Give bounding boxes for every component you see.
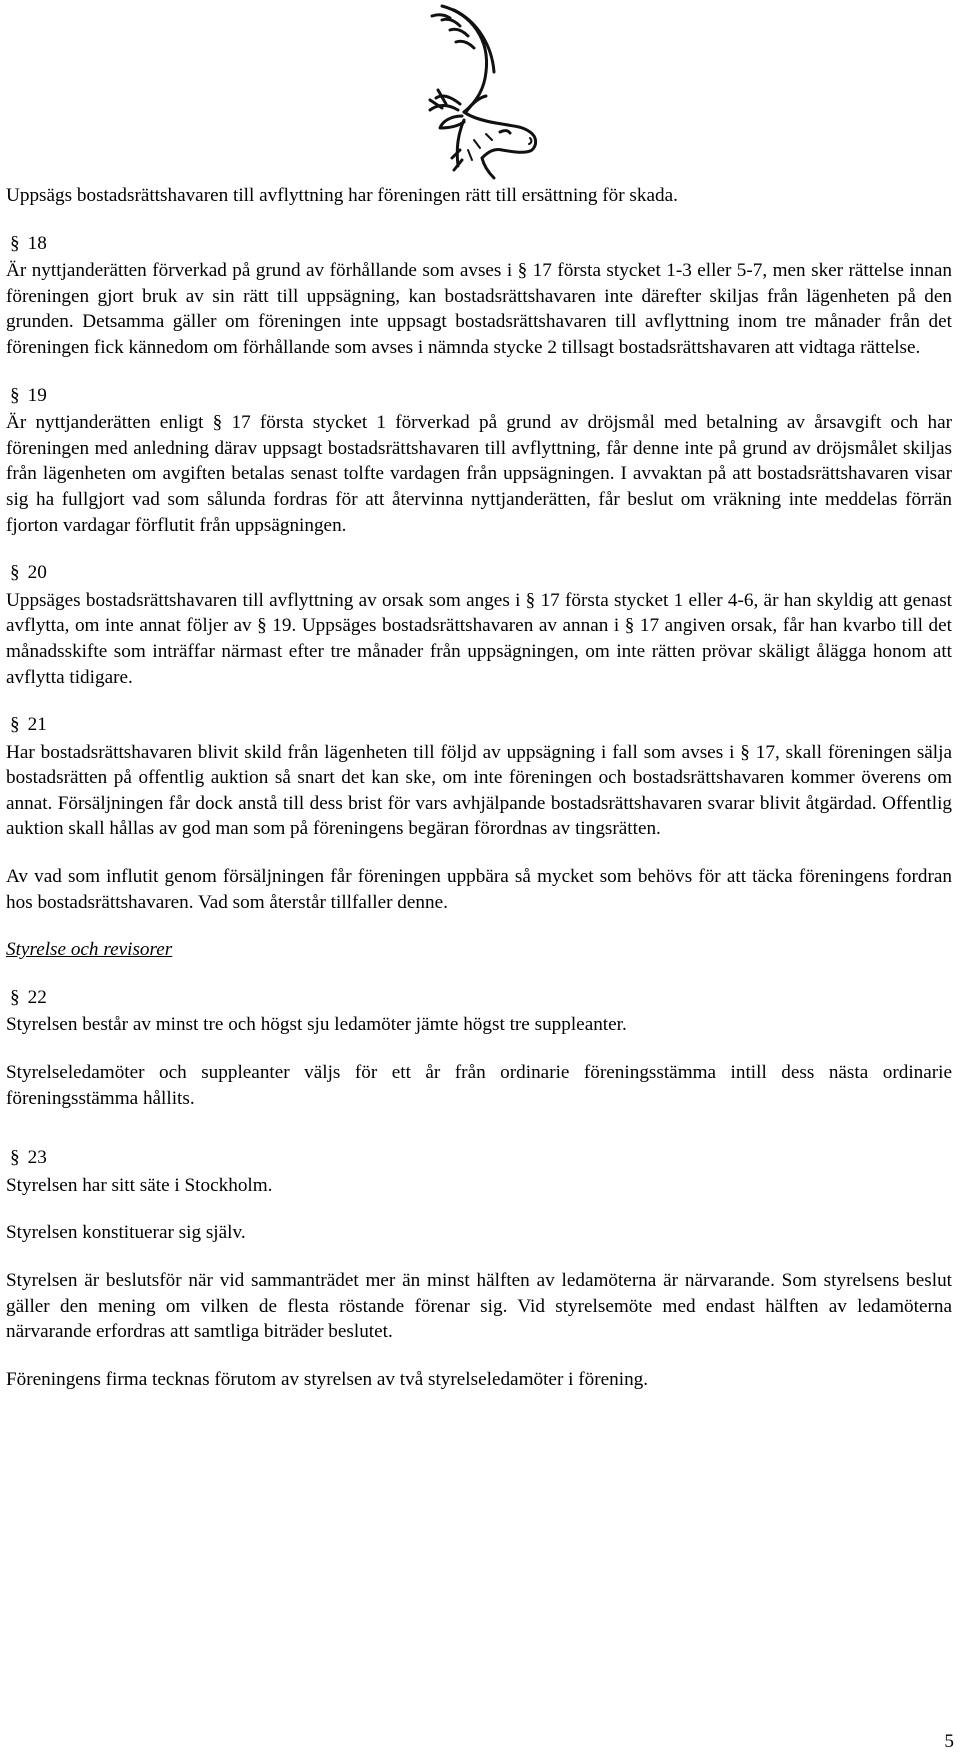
section-paragraph: Föreningens firma tecknas förutom av styrelsen av två styrelseledamöter i förening. — [6, 1368, 649, 1390]
section-19 — [6, 383, 952, 539]
document-body — [6, 183, 952, 1414]
section-paragraph: Styrelsen konstituerar sig själv. — [6, 1222, 246, 1244]
spacer — [6, 1133, 952, 1145]
reindeer-head-icon — [402, 0, 558, 180]
intro-paragraph: Uppsägs bostadsrättshavaren till avflyttning har föreningen rätt till ersättning för skada. — [6, 185, 678, 206]
section-sign: § — [10, 562, 20, 584]
section-sign: § — [10, 986, 20, 1008]
section-number: 18 — [27, 232, 47, 254]
section-21 — [6, 712, 952, 915]
section-number: 20 — [27, 562, 47, 584]
section-paragraph: Av vad som influtit genom försäljningen får föreningen uppbära så mycket som behövs för att täcka föreningens fordran hos bostadsrättshavaren. Vad som återstår tillfaller denne. — [6, 866, 952, 913]
section-sign: § — [10, 384, 20, 406]
section-paragraph: Styrelseledamöter och suppleanter väljs för ett år från ordinarie föreningsstämma intill dess nästa ordinarie föreningsstämma hållits. — [6, 1062, 952, 1109]
section-heading — [6, 383, 952, 409]
section-paragraph: Styrelsen är beslutsför när vid sammanträdet mer än minst hälften av ledamöterna är närvarande. Som styrelsens beslut gäller den mening om vilken de flesta röstande förenar sig. Vid styrelsemöte med endast hälften av ledamöterna närvarande erfordras att samtliga biträder beslutet. — [6, 1270, 952, 1343]
section-number: 19 — [27, 384, 47, 406]
section-heading — [6, 560, 952, 586]
section-paragraph: Uppsäges bostadsrättshavaren till avflyttning av orsak som anges i § 17 första stycket 1 eller 4-6, är han skyldig att genast avflytta, om inte annat följer av § 19. Uppsäges bostadsrättshavaren av annan i § 17 angiven orsak, får han kvarbo till det månadsskifte som inträffar närmast efter tre månader från uppsägningen, om inte rätten prövar skäligt ålägga honom att avflytta tidigare. — [6, 589, 952, 688]
section-heading — [6, 712, 952, 738]
section-paragraph: Har bostadsrättshavaren blivit skild från lägenheten till följd av uppsägning i fall som avses i § 17, skall föreningen sälja bostadsrätten på offentlig auktion så snart det kan ske, om inte föreningen och bostadsrättshavaren kommer överens om annat. Försäljningen får dock anstå till dess brist för vars avhjälpande bostadsrättshavaren svarar blivit åtgärdad. Offentlig auktion skall hållas av god man som på föreningens begäran förordnas av tingsrätten. — [6, 741, 952, 840]
section-sign: § — [10, 232, 20, 254]
section-paragraph: Styrelsen består av minst tre och högst sju ledamöter jämte högst tre suppleanter. — [6, 1014, 627, 1036]
subheading-styrelse: Styrelse och revisorer — [6, 939, 173, 961]
section-heading — [6, 1145, 952, 1171]
section-18 — [6, 231, 952, 361]
section-heading — [6, 985, 952, 1011]
section-sign: § — [10, 1147, 20, 1169]
section-sign: § — [10, 714, 20, 736]
section-number: 22 — [27, 986, 47, 1008]
section-heading — [6, 231, 952, 257]
section-paragraph: Är nyttjanderätten enligt § 17 första stycket 1 förverkad på grund av dröjsmål med betalning av årsavgift och har föreningen med anledning därav uppsagt bostadsrättshavaren till avflyttning, får denne inte på grund av dröjsmålet skiljas från lägenheten om avgiften betalas senast tolfte vardagen från uppsägningen. I avvaktan på att bostadsrättshavaren visar sig ha fullgjort vad som sålunda fordras för att återvinna nyttjanderätten, får beslut om vräkning inte meddelas förrän fjorton vardagar förflutit från uppsägningen. — [6, 412, 952, 536]
page-number: 5 — [944, 1731, 954, 1752]
section-number: 23 — [27, 1147, 47, 1169]
section-22 — [6, 985, 952, 1111]
section-number: 21 — [27, 714, 47, 736]
section-paragraph: Styrelsen har sitt säte i Stockholm. — [6, 1174, 273, 1196]
section-paragraph: Är nyttjanderätten förverkad på grund av förhållande som avses i § 17 första stycket 1-3 eller 5-7, men sker rättelse innan föreningen gjort bruk av sin rätt till uppsägning, kan bostadsrättshavaren inte därefter skiljas från lägenheten på den grunden. Detsamma gäller om föreningen inte uppsagt bostadsrättshavaren till avflyttning inom tre månader från det föreningen fick kännedom om förhållande som avses i nämnda stycke 2 tillsagt bostadsrättshavaren att vidtaga rättelse. — [6, 260, 952, 358]
section-23 — [6, 1145, 952, 1392]
section-20 — [6, 560, 952, 690]
